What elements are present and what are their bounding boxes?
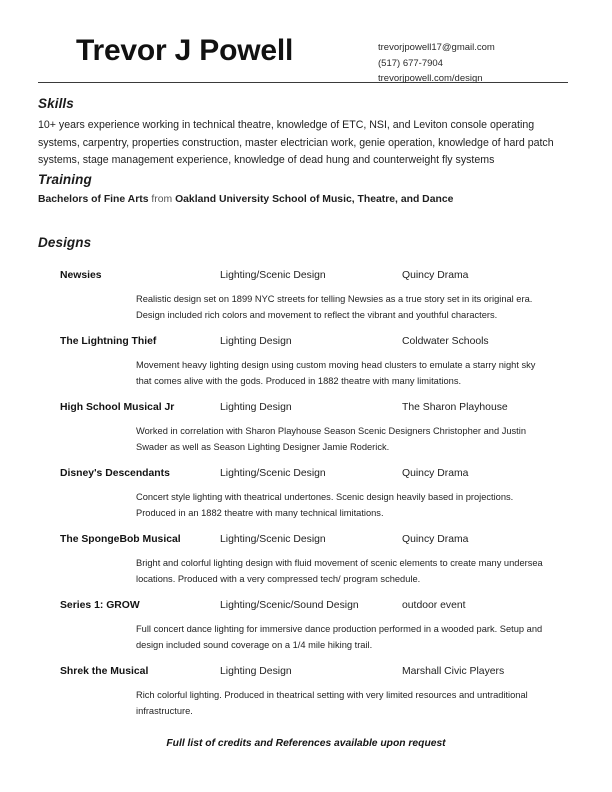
contact-email: trevorjpowell17@gmail.com [378,42,495,53]
training-institution: Oakland University School of Music, Theatre, and Dance [175,194,454,205]
design-entry-role: Lighting/Scenic Design [220,468,326,479]
design-entry-row [38,336,578,351]
design-entry-row [38,468,578,483]
design-entry-role: Lighting/Scenic Design [220,270,326,281]
design-entry-title: Shrek the Musical [60,666,149,677]
design-entry [38,468,578,521]
design-entry-title: The SpongeBob Musical [60,534,181,545]
resume-header [38,34,568,87]
section-training [38,172,570,218]
design-entry-role: Lighting Design [220,666,292,677]
design-entry-description: Bright and colorful lighting design with fluid movement of scenic elements to create many undersea locations. Produced with a very compressed tech/ program schedule. [136,558,543,584]
design-entry [38,336,578,389]
design-entry-venue: outdoor event [402,600,466,611]
design-entry-role: Lighting Design [220,402,292,413]
design-entry-venue: Coldwater Schools [402,336,489,347]
design-entry-role: Lighting/Scenic Design [220,534,326,545]
design-entry-venue: Quincy Drama [402,468,469,479]
design-entry-row [38,534,578,549]
training-degree: Bachelors of Fine Arts [38,194,149,205]
training-body [38,192,570,208]
design-entry-description: Rich colorful lighting. Produced in theatrical setting with very limited resources and untraditional infrastructure. [136,690,528,716]
design-entry [38,666,578,719]
contact-website: trevorjpowell.com/design [378,73,483,84]
design-entry-description: Full concert dance lighting for immersive dance production performed in a wooded park. Setup and design included sound coverage on a 1/4 mile hiking trail. [136,624,543,650]
section-skills [38,96,570,180]
training-heading: Training [38,172,92,187]
design-entry-title: The Lightning Thief [60,336,157,347]
skills-body: 10+ years experience working in technical theatre, knowledge of ETC, NSI, and Leviton console operating systems, carpentry, properties construction, master electrician work, genie operation, knowledge of hard patch systems, stage management experience, knowledge of dead hung and counterweight fly systems [38,119,554,166]
design-entry-venue: Marshall Civic Players [402,666,505,677]
skills-heading: Skills [38,96,74,111]
design-entry-row [38,402,578,417]
design-entry-title: High School Musical Jr [60,402,175,413]
design-entry-description: Worked in correlation with Sharon Playhouse Season Scenic Designers Christopher and Justin Swader as well as Season Lighting Designer Jamie Roderick. [136,426,526,452]
design-entry-role: Lighting Design [220,336,292,347]
design-entry-role: Lighting/Scenic/Sound Design [220,600,359,611]
design-entry-title: Newsies [60,270,102,281]
page-title: Trevor J Powell [76,34,294,67]
design-entry [38,534,578,587]
designs-entry-list [38,270,578,719]
training-connector: from [151,194,173,205]
section-designs [38,235,578,732]
design-entry-row [38,666,578,681]
design-entry-venue: Quincy Drama [402,534,469,545]
design-entry-description: Concert style lighting with theatrical undertones. Scenic design heavily based in projections. Produced in an 1882 theatre with many technical limitations. [136,492,514,518]
design-entry [38,402,578,455]
header-divider [38,82,568,83]
design-entry-row [38,600,578,615]
design-entry-venue: The Sharon Playhouse [402,402,508,413]
contact-block [378,34,568,87]
design-entry-title: Disney's Descendants [60,468,170,479]
design-entry [38,270,578,323]
design-entry-venue: Quincy Drama [402,270,469,281]
design-entry-description: Realistic design set on 1899 NYC streets for telling Newsies as a true story set in its original era. Design included rich colors and movement to reflect the vibrant and youthful characters. [136,294,533,320]
design-entry-row [38,270,578,285]
footer-note: Full list of credits and References available upon request [166,738,446,749]
design-entry-title: Series 1: GROW [60,600,140,611]
design-entry [38,600,578,653]
designs-heading: Designs [38,235,92,250]
contact-phone: (517) 677-7904 [378,57,443,69]
design-entry-description: Movement heavy lighting design using custom moving head clusters to emulate a starry night sky that comes alive with the gods. Produced in 1882 theatre with many limitations. [136,360,536,386]
